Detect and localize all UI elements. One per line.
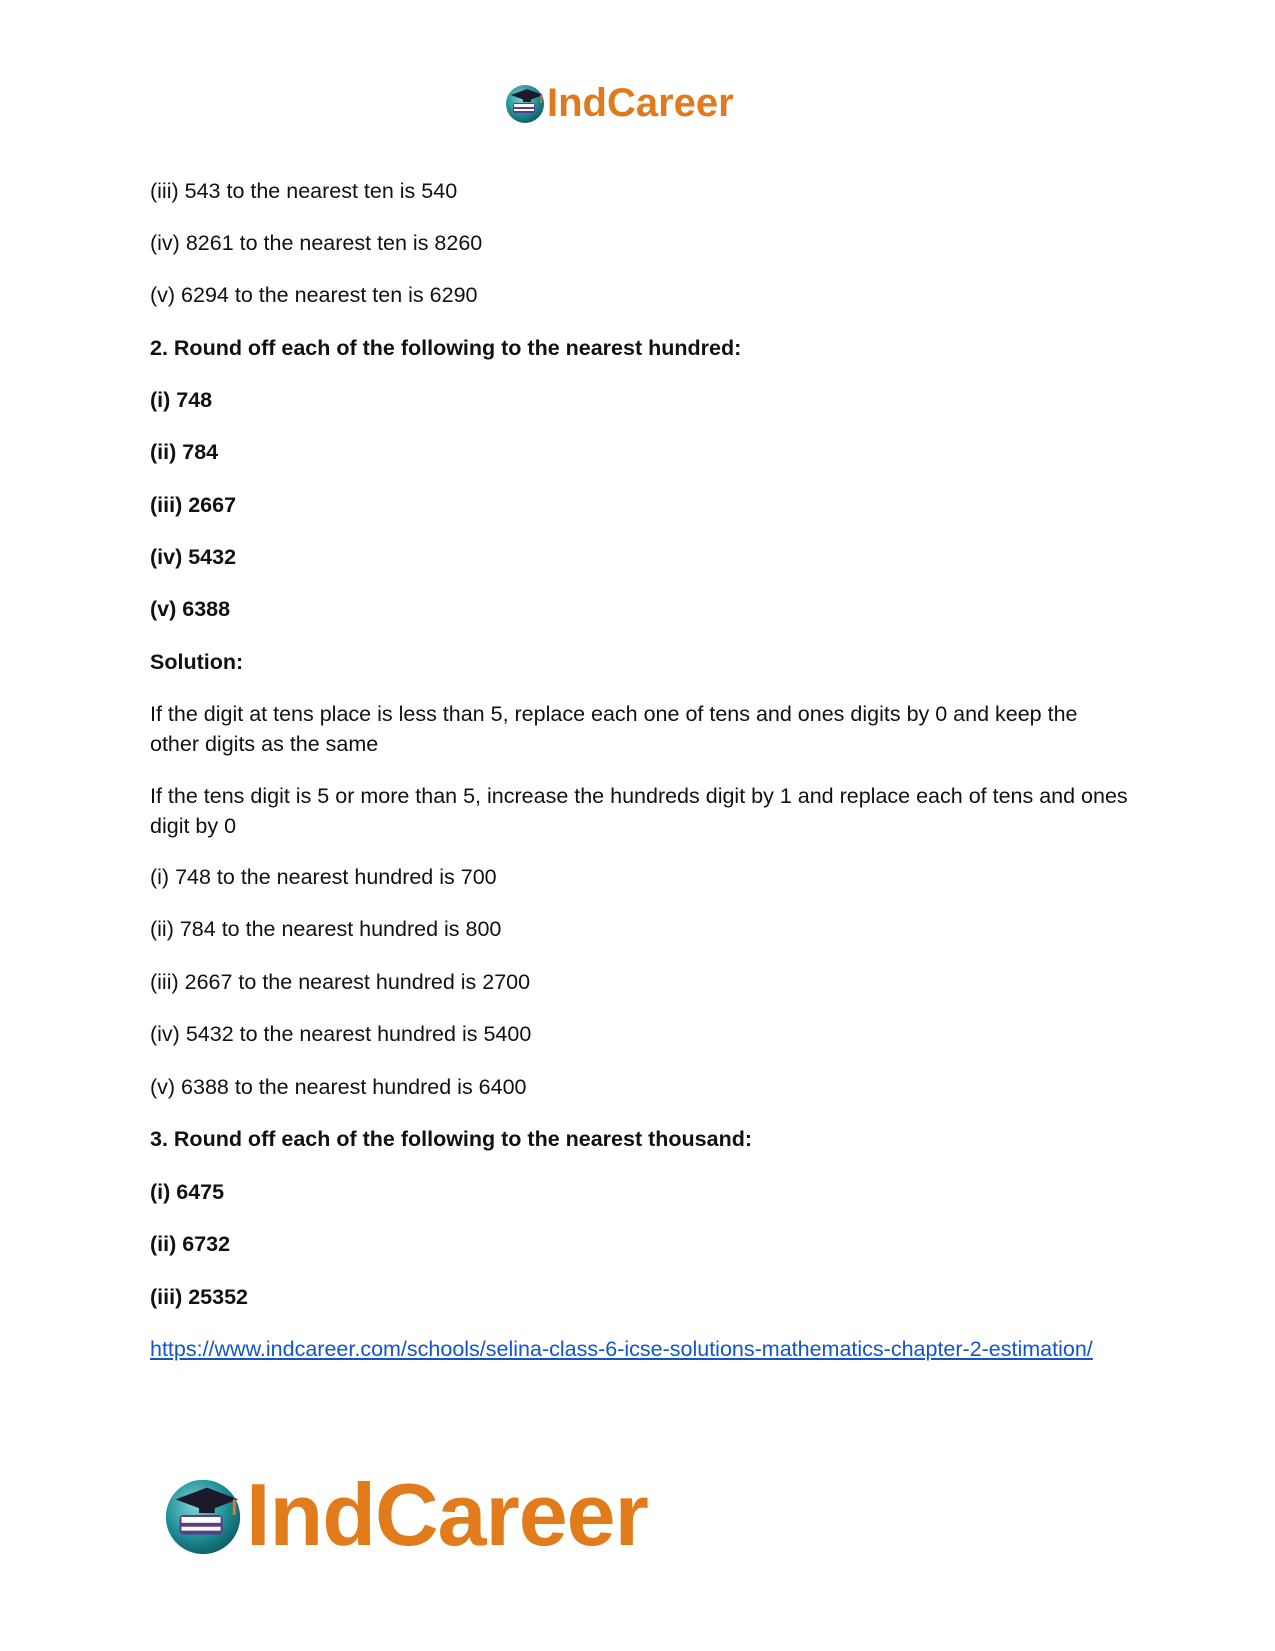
answer-line: (iv) 8261 to the nearest ten is 8260 <box>150 231 483 255</box>
graduation-cap-book-icon <box>160 1472 246 1558</box>
question-item: (i) 748 <box>150 388 213 412</box>
source-url-link[interactable]: https://www.indcareer.com/schools/selina-class-6-icse-solutions-mathematics-chapter-2-estimation/ <box>150 1337 1093 1361</box>
question-item: (iii) 25352 <box>150 1285 248 1309</box>
answer-line: (v) 6294 to the nearest ten is 6290 <box>150 283 478 307</box>
answer-line: (iii) 543 to the nearest ten is 540 <box>150 179 458 203</box>
footer-logo <box>160 1465 648 1564</box>
question-item: (v) 6388 <box>150 597 231 621</box>
question-heading: 2. Round off each of the following to the nearest hundred: <box>150 336 742 360</box>
rule-paragraph: If the digit at tens place is less than 5, replace each one of tens and ones digits by 0 and keep the other digits as the same <box>150 702 1078 756</box>
footer-logo-text: IndCareer <box>246 1465 648 1564</box>
answer-line: (iii) 2667 to the nearest hundred is 2700 <box>150 970 531 994</box>
rule-paragraph: If the tens digit is 5 or more than 5, increase the hundreds digit by 1 and replace each of tens and ones digit by 0 <box>150 784 1128 838</box>
solution-label: Solution: <box>150 650 244 674</box>
answer-line: (iv) 5432 to the nearest hundred is 5400 <box>150 1022 532 1046</box>
header-logo-text: IndCareer <box>547 81 734 125</box>
header-logo <box>503 78 734 128</box>
question-heading: 3. Round off each of the following to the nearest thousand: <box>150 1127 752 1151</box>
question-item: (i) 6475 <box>150 1180 225 1204</box>
question-item: (ii) 784 <box>150 440 219 464</box>
graduation-cap-book-icon <box>503 81 547 125</box>
answer-line: (v) 6388 to the nearest hundred is 6400 <box>150 1075 527 1099</box>
answer-line: (ii) 784 to the nearest hundred is 800 <box>150 917 502 941</box>
answer-line: (i) 748 to the nearest hundred is 700 <box>150 865 497 889</box>
question-item: (iii) 2667 <box>150 493 237 517</box>
question-item: (ii) 6732 <box>150 1232 231 1256</box>
question-item: (iv) 5432 <box>150 545 237 569</box>
